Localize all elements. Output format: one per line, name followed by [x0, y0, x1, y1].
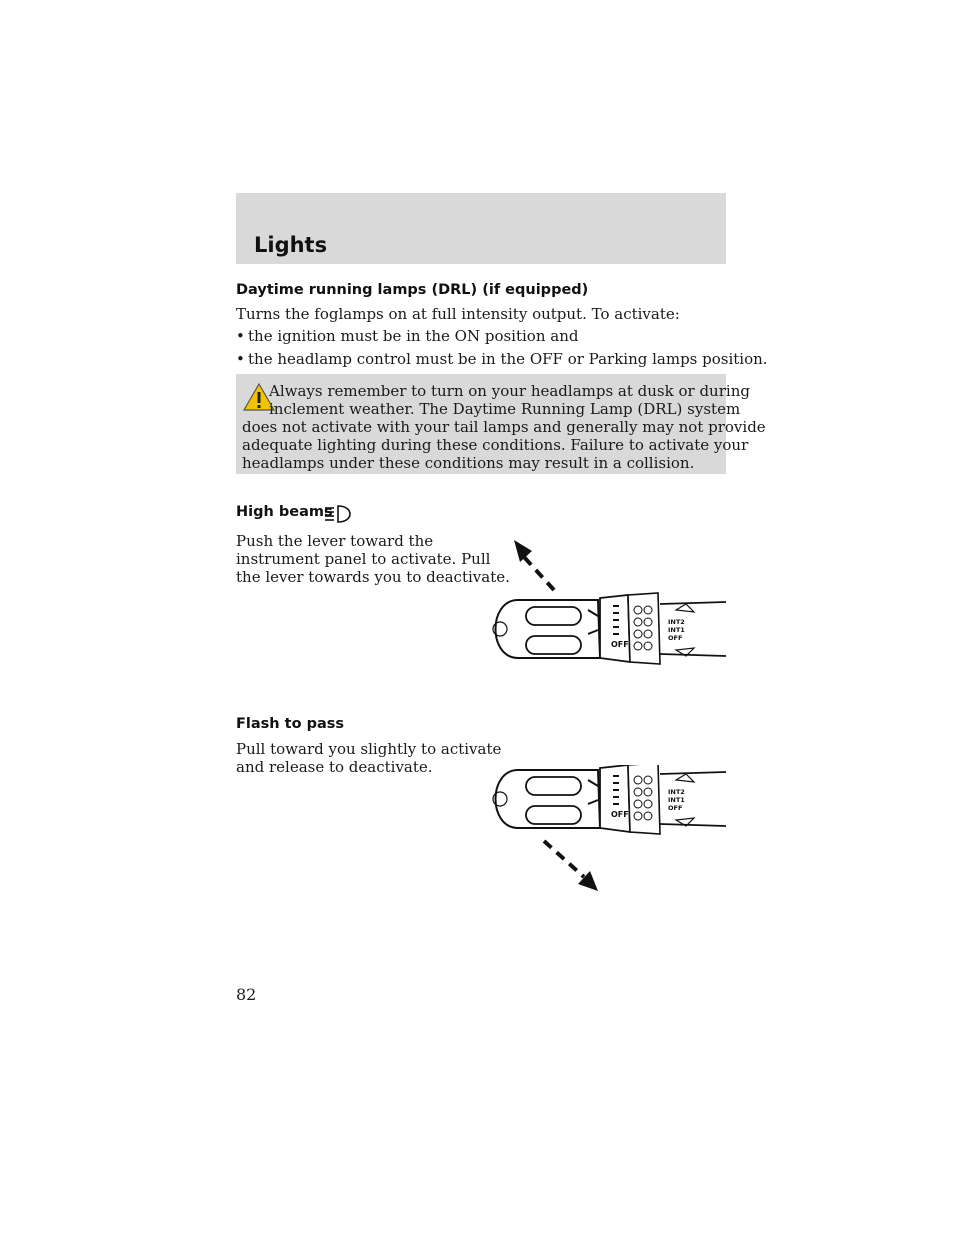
- bullet-text: the headlamp control must be in the OFF or Parking lamps position.: [248, 350, 768, 368]
- lever-int2-label: INT2: [668, 788, 685, 796]
- drl-intro: Turns the foglamps on at full intensity output. To activate:: [236, 305, 680, 323]
- high-beams-heading: High beams: [236, 504, 333, 520]
- warning-line: does not activate with your tail lamps and generally may not provide: [242, 418, 766, 436]
- high-beams-line: instrument panel to activate. Pull: [236, 550, 491, 568]
- section-title: Lights: [254, 233, 328, 257]
- lever-off-ring-label: OFF: [611, 810, 629, 819]
- high-beams-line: Push the lever toward the: [236, 532, 434, 550]
- warning-box: [236, 374, 766, 474]
- warning-line: inclement weather. The Daytime Running Lamp (DRL) system: [269, 400, 741, 418]
- warning-line: adequate lighting during these conditions. Failure to activate your: [242, 436, 749, 454]
- lever-diagram-flash-to-pass: [478, 765, 730, 895]
- bullet-dot: •: [236, 327, 245, 345]
- high-beams-line: the lever towards you to deactivate.: [236, 568, 510, 586]
- page-number: 82: [236, 985, 257, 1004]
- push-arrow-icon: [514, 540, 554, 590]
- lever-off-label: OFF: [668, 634, 683, 642]
- lever-body: [493, 765, 726, 834]
- lever-int1-label: INT1: [668, 626, 685, 634]
- lever-body: [493, 593, 726, 664]
- bullet-text: the ignition must be in the ON position and: [248, 327, 579, 345]
- bullet-dot: •: [236, 350, 245, 368]
- warning-line: headlamps under these conditions may result in a collision.: [242, 454, 695, 472]
- drl-heading: Daytime running lamps (DRL) (if equipped): [236, 282, 589, 298]
- pull-arrow-icon: [544, 841, 598, 891]
- lever-off-label: OFF: [668, 804, 683, 812]
- flash-to-pass-line: Pull toward you slightly to activate: [236, 740, 502, 758]
- flash-to-pass-heading: Flash to pass: [236, 716, 345, 732]
- high-beam-icon: [324, 505, 354, 523]
- section-header: [236, 193, 726, 264]
- lever-off-ring-label: OFF: [611, 640, 629, 649]
- warning-line: Always remember to turn on your headlamps at dusk or during: [269, 382, 750, 400]
- lever-int2-label: INT2: [668, 618, 685, 626]
- lever-int1-label: INT1: [668, 796, 685, 804]
- flash-to-pass-line: and release to deactivate.: [236, 758, 433, 776]
- lever-diagram-high-beams: [478, 530, 730, 670]
